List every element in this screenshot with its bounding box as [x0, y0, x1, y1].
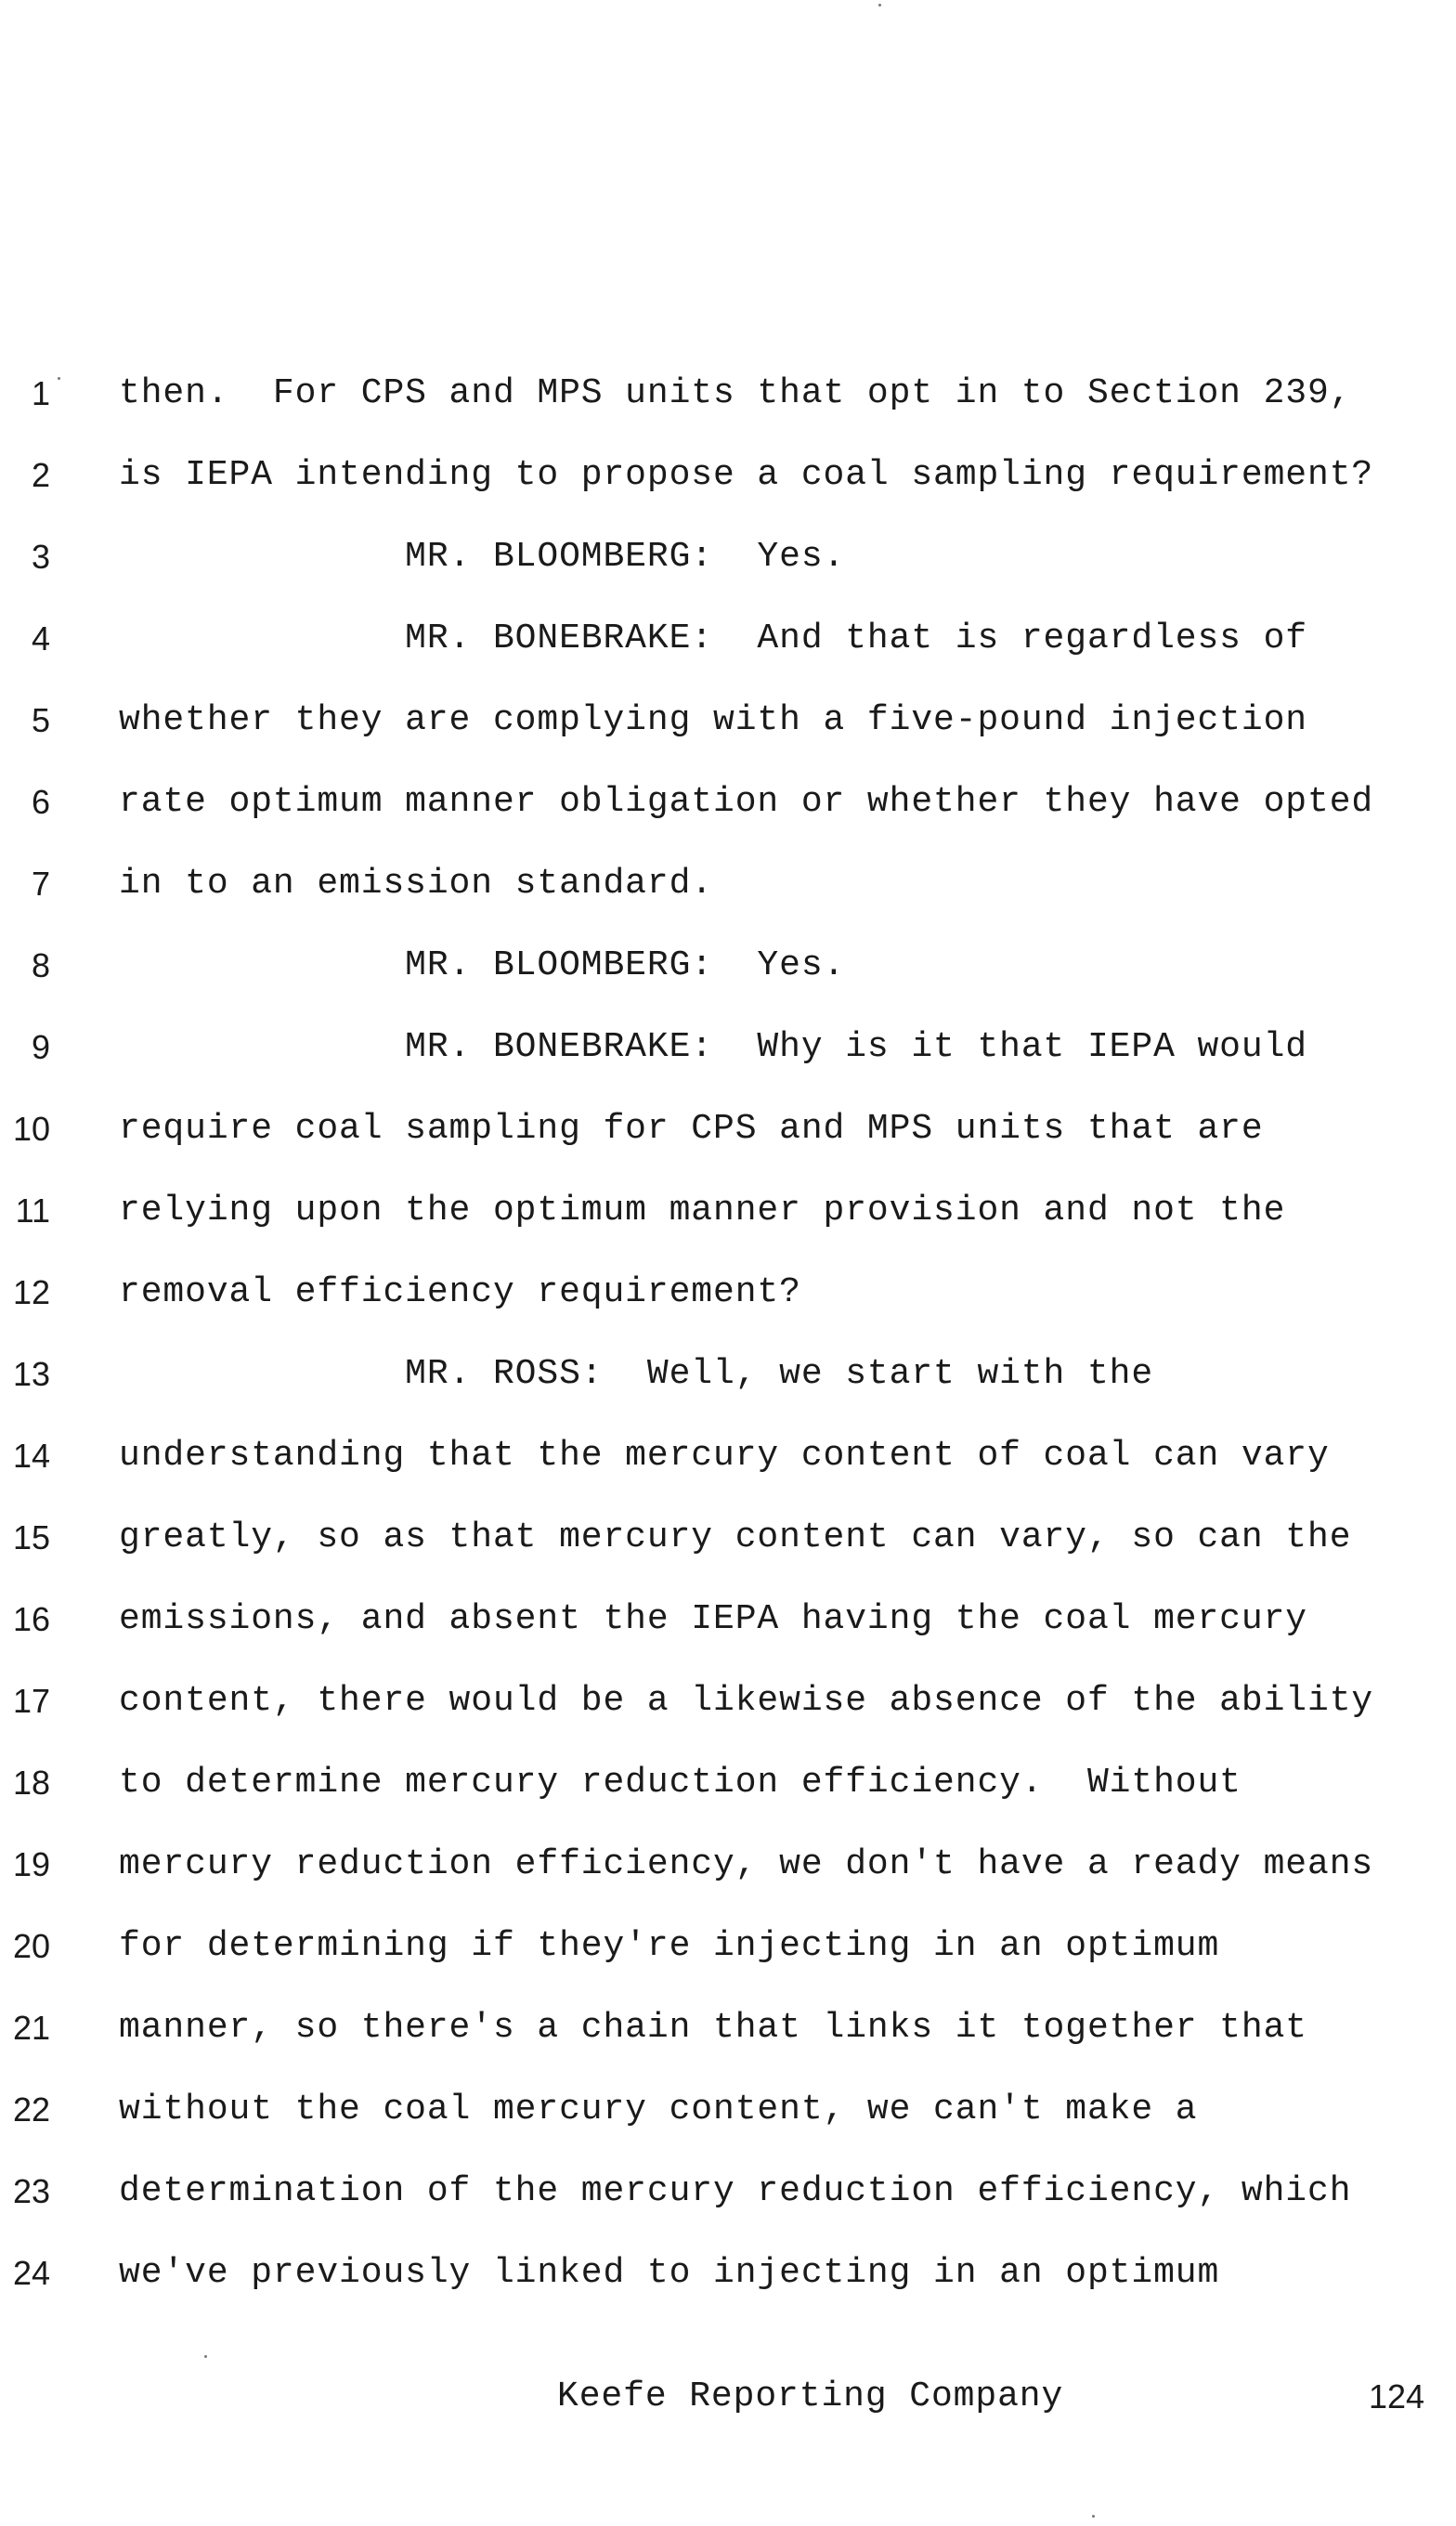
line-text: determination of the mercury reduction efficiency, which: [119, 2171, 1352, 2211]
line-number: 24: [12, 2254, 50, 2292]
transcript-line: [0, 1681, 1456, 1763]
line-number: 19: [12, 1845, 50, 1883]
scan-speck: [204, 2355, 207, 2358]
line-text: MR. BONEBRAKE: And that is regardless of: [119, 618, 1307, 658]
line-number: 12: [12, 1273, 50, 1311]
line-text: we've previously linked to injecting in an optimum: [119, 2253, 1220, 2293]
line-number: 13: [12, 1355, 50, 1393]
transcript-line: [0, 2171, 1456, 2253]
transcript-line: [0, 373, 1456, 455]
transcript-line: [0, 945, 1456, 1027]
line-number: 18: [12, 1764, 50, 1802]
transcript-line: [0, 1272, 1456, 1354]
line-number: 11: [15, 1191, 50, 1230]
line-text: mercury reduction efficiency, we don't have a ready means: [119, 1844, 1374, 1884]
line-number: 9: [31, 1028, 50, 1066]
transcript-line: [0, 1109, 1456, 1191]
line-number: 3: [31, 538, 50, 576]
transcript-line: [0, 455, 1456, 537]
line-text: greatly, so as that mercury content can vary, so can the: [119, 1517, 1352, 1557]
transcript-line: [0, 2008, 1456, 2090]
line-text: understanding that the mercury content of coal can vary: [119, 1436, 1330, 1476]
line-number: 7: [31, 865, 50, 903]
line-number: 8: [31, 946, 50, 984]
line-text: content, there would be a likewise absence of the ability: [119, 1681, 1374, 1721]
footer-page-number: 124: [1369, 2377, 1425, 2415]
line-text: for determining if they're injecting in an optimum: [119, 1926, 1220, 1966]
line-text: to determine mercury reduction efficiency. Without: [119, 1763, 1242, 1803]
line-number: 1: [31, 374, 50, 412]
line-text: MR. ROSS: Well, we start with the: [119, 1354, 1154, 1394]
line-text: is IEPA intending to propose a coal sampling requirement?: [119, 455, 1374, 495]
line-text: in to an emission standard.: [119, 864, 713, 904]
line-number: 5: [31, 701, 50, 739]
line-number: 15: [12, 1518, 50, 1556]
line-number: 16: [12, 1600, 50, 1638]
line-number: 10: [12, 1110, 50, 1148]
line-text: without the coal mercury content, we can't make a: [119, 2090, 1198, 2129]
line-text: removal efficiency requirement?: [119, 1272, 801, 1312]
transcript-line: [0, 1354, 1456, 1436]
line-text: MR. BLOOMBERG: Yes.: [119, 537, 846, 577]
transcript-line: [0, 1191, 1456, 1272]
transcript-line: [0, 700, 1456, 782]
line-number: 20: [12, 1927, 50, 1965]
line-number: 4: [31, 619, 50, 658]
transcript-line: [0, 2253, 1456, 2335]
line-text: then. For CPS and MPS units that opt in to Section 239,: [119, 373, 1352, 413]
line-text: rate optimum manner obligation or whether they have opted: [119, 782, 1374, 822]
scan-speck: [1092, 2515, 1095, 2518]
line-text: relying upon the optimum manner provision and not the: [119, 1191, 1286, 1230]
line-text: MR. BONEBRAKE: Why is it that IEPA would: [119, 1027, 1307, 1067]
scan-speck: [878, 4, 881, 7]
transcript-line: [0, 618, 1456, 700]
transcript-line: [0, 1599, 1456, 1681]
line-number: 6: [31, 783, 50, 821]
transcript-line: [0, 1436, 1456, 1517]
line-number: 23: [12, 2172, 50, 2210]
transcript-line: [0, 1926, 1456, 2008]
transcript-line: [0, 1517, 1456, 1599]
line-text: MR. BLOOMBERG: Yes.: [119, 945, 846, 985]
line-number: 14: [12, 1437, 50, 1475]
line-text: require coal sampling for CPS and MPS units that are: [119, 1109, 1264, 1149]
transcript-line: [0, 537, 1456, 618]
line-number: 17: [12, 1682, 50, 1720]
transcript-line: [0, 782, 1456, 864]
transcript-line: [0, 2090, 1456, 2171]
transcript-line: [0, 864, 1456, 945]
transcript-line: [0, 1763, 1456, 1844]
line-text: manner, so there's a chain that links it together that: [119, 2008, 1307, 2048]
line-text: whether they are complying with a five-pound injection: [119, 700, 1307, 740]
line-number: 2: [31, 456, 50, 494]
transcript-line: [0, 1027, 1456, 1109]
scan-speck: [58, 377, 60, 380]
line-text: emissions, and absent the IEPA having the coal mercury: [119, 1599, 1307, 1639]
footer-company: Keefe Reporting Company: [557, 2376, 1064, 2416]
transcript-line: [0, 1844, 1456, 1926]
line-number: 21: [12, 2009, 50, 2047]
line-number: 22: [12, 2090, 50, 2129]
